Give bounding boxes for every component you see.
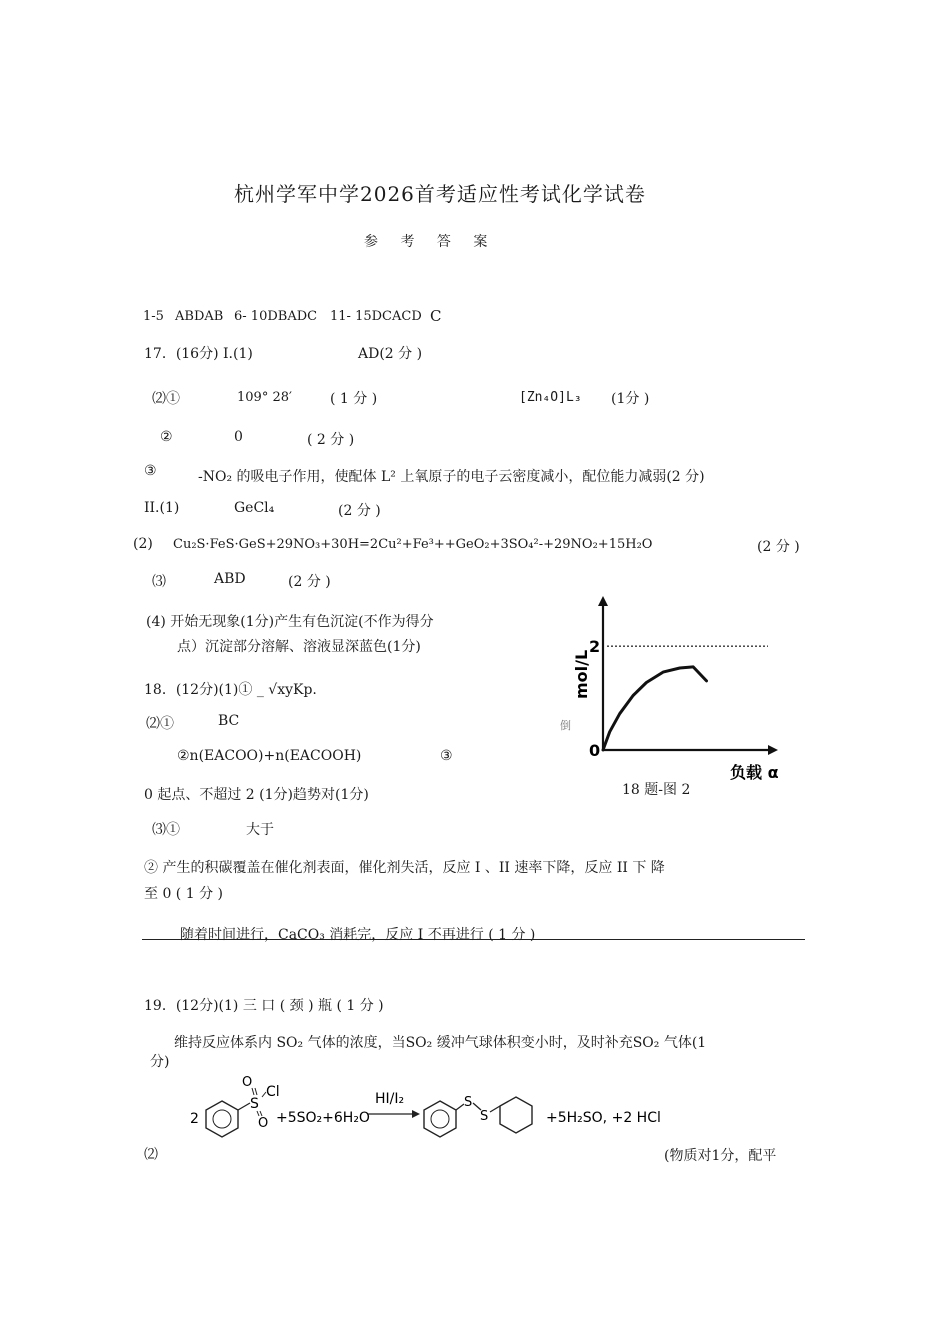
q18-p3-1-answer: 大于 <box>246 822 274 838</box>
eq-oxygen-top: O <box>242 1075 253 1090</box>
q17-i1-answer: AD(2 分 ) <box>358 346 423 362</box>
q19-head: 19．(12分)(1) 三 口 ( 颈 ) 瓶 ( 1 分 ) <box>144 998 384 1014</box>
y-axis-arrow <box>598 596 608 606</box>
curve-line <box>603 667 707 750</box>
q17-i2-3-text: -NO₂ 的吸电子作用，使配体 L² 上氧原子的电子云密度减小，配位能力减弱(2 分) <box>198 469 705 485</box>
q17-ii4-line2: 点）沉淀部分溶解、溶液显深蓝色(1分) <box>177 639 421 655</box>
mc-answers-4: C <box>430 307 442 325</box>
page-title: 杭州学军中学2026首考适应性考试化学试卷 <box>234 182 646 206</box>
q18-p2-2: ②n(EACOO)+n(EACOOH) <box>177 748 362 764</box>
q19-p1-line2: 分) <box>150 1054 170 1070</box>
x-axis-label: 负载 α <box>730 763 779 782</box>
tick-label-2: 2 <box>589 637 601 657</box>
q17-i2-1-score: ( 1 分 ) <box>330 391 378 407</box>
figure-chart <box>555 590 795 795</box>
q17-ii4-line1: (4) 开始无现象(1分)产生有色沉淀(不作为得分 <box>146 614 434 630</box>
figure-caption: 18 题-图 2 <box>622 782 691 798</box>
eq-coefficient: 2 <box>190 1111 199 1127</box>
q18-p3-3: 随着时间进行，CaCO₃ 消耗完，反应 I 不再进行 ( 1 分 ) <box>180 927 536 943</box>
reaction-equation <box>180 1070 680 1145</box>
q17-i2-2-answer: 0 <box>234 429 243 445</box>
mc-answers-2: 6- 10DBADC <box>234 309 318 324</box>
q17-i2-3-label: ③ <box>144 463 157 479</box>
q19-p1-line1: 维持反应体系内 SO₂ 气体的浓度，当SO₂ 缓冲气球体积变小时，及时补充SO₂ 气体(1 <box>174 1035 707 1051</box>
q18-head: 18．(12分)(1)① _ √xyKp. <box>144 682 317 698</box>
eq-disulfide-s2: S <box>480 1109 489 1124</box>
benzene-ring-1 <box>206 1101 238 1137</box>
mc-range-1: 1-5 <box>143 309 164 324</box>
q18-p3-1-label: ⑶① <box>152 822 180 838</box>
q19-p2-label: ⑵ <box>144 1147 158 1163</box>
eq-disulfide-s1: S <box>464 1095 473 1110</box>
q17-i2-1-formula-score: (1分 ) <box>611 391 650 407</box>
q18-p3-2-line2: 至 0 ( 1 分 ) <box>144 886 223 902</box>
q18-p2-1-answer: BC <box>218 713 240 729</box>
q17-ii1-answer: GeCl₄ <box>234 500 275 516</box>
page-subtitle: 参 考 答 案 <box>364 234 497 250</box>
eq-products: +5H₂SO, +2 HCl <box>546 1110 661 1126</box>
q17-ii2-equation: Cu₂S·FeS·GeS+29NO₃+30H=2Cu²+Fe³++GeO₂+3SO₄²-+29NO₂+15H₂O <box>173 537 653 552</box>
q19-p2-note: (物质对1分，配平 <box>664 1148 777 1164</box>
q17-i2-2-score: ( 2 分 ) <box>307 432 355 448</box>
q18-p3-2-line1: ② 产生的积碳覆盖在催化剂表面，催化剂失活，反应 I 、II 速率下降，反应 II 下 降 <box>144 860 665 876</box>
q17-ii1-label: II.(1) <box>144 500 180 516</box>
benzene-ring-2 <box>424 1101 456 1137</box>
q17-ii1-score: (2 分 ) <box>338 503 381 519</box>
eq-oxygen-bottom: O <box>258 1116 269 1131</box>
q17-ii2-score: (2 分 ) <box>757 539 800 555</box>
q17-i2-1-answer: 109° 28′ <box>237 390 292 405</box>
benzene-ring-1-circle <box>213 1110 231 1128</box>
mc-answers-3: 11- 15DCACD <box>330 309 422 324</box>
q18-p2-3-label: ③ <box>440 748 453 764</box>
eq-reagent: HI/I₂ <box>375 1091 405 1107</box>
eq-chlorine: Cl <box>266 1084 280 1100</box>
mc-answers-1: ABDAB <box>175 309 224 324</box>
q17-i2-1-formula: [Zn₄O]L₃ <box>519 390 582 405</box>
y-axis-label: mol/L <box>572 649 591 699</box>
figure-side-mark: 倒 <box>560 719 571 732</box>
divider-line <box>142 939 805 940</box>
q17-ii3-score: (2 分 ) <box>288 574 331 590</box>
q18-p2-1-label: ⑵① <box>146 716 174 732</box>
q17-head: 17．(16分) I.(1) <box>144 346 253 362</box>
q17-ii2-label: (2) <box>133 536 153 552</box>
q17-i2-2-label: ② <box>160 429 173 445</box>
eq-sulfur: S <box>250 1096 259 1112</box>
q17-i2-1-label: ⑵① <box>152 391 180 407</box>
q17-ii3-answer: ABD <box>214 571 246 587</box>
eq-reactants: +5SO₂+6H₂O <box>276 1110 370 1126</box>
q18-p2-3-text: 0 起点、不超过 2 (1分)趋势对(1分) <box>144 787 369 803</box>
tick-label-0: 0 <box>589 741 601 760</box>
x-axis-arrow <box>768 745 778 755</box>
q17-ii3-label: ⑶ <box>152 574 166 590</box>
benzene-ring-3 <box>500 1097 532 1133</box>
